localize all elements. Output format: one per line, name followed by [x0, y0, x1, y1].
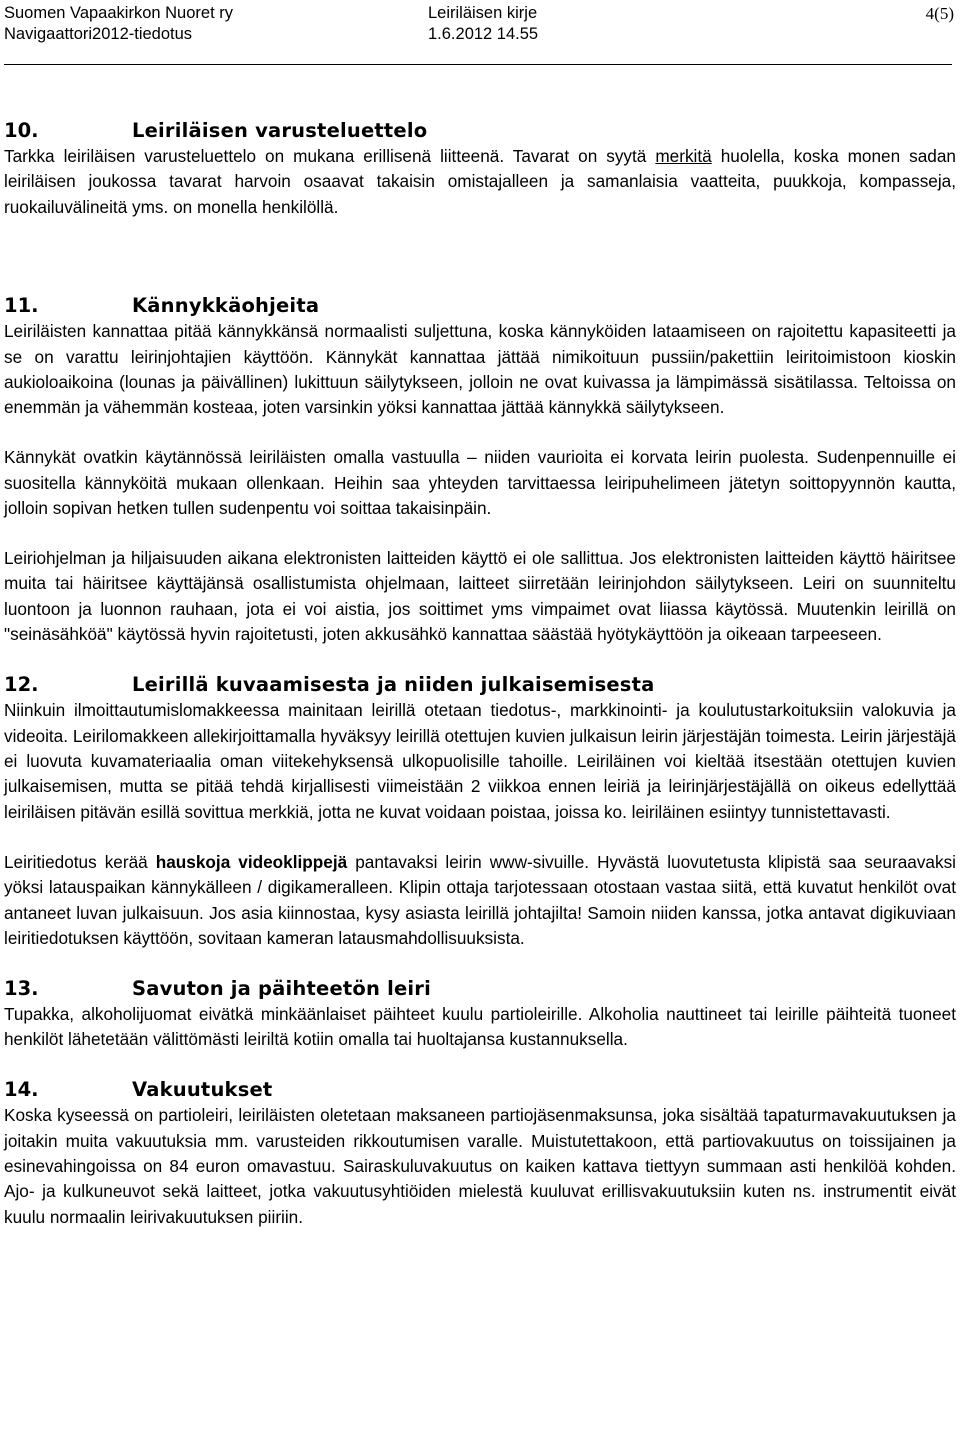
- section-11: [4, 293, 956, 647]
- section-number: 14.: [4, 1078, 39, 1102]
- header-row-1: [4, 3, 956, 24]
- section-title: Leiriläisen varusteluettelo: [132, 119, 428, 142]
- section-heading: [4, 672, 956, 698]
- document-body: [4, 118, 956, 1230]
- paragraph: Niinkuin ilmoittautumislomakkeessa mainitaan leirillä otetaan tiedotus-, markkinointi- ja koulutustarkoituksiin valokuvia ja videoita. Leirilomakkeen allekirjoittamalla hyväksyy leirillä otettujen kuvien julkaisun leirin järjestäjän toimesta. Leirin järjestäjä ei luovuta kuvamateriaalia oman viitekehyksensä ulkopuolisille tahoille. Leiriläinen voi kieltää itsestään otettujen kuvien julkaisemisen, mutta se pitää tehdä kirjallisesti viimeistään 2 viikkoa ennen leiriä ja leirinjärjestäjällä on oikeus edellyttää leiriläisen pitävän esillä sovittua merkkiä, jotta ne kuvat voidaan poistaa, joissa ko. leiriläinen esiintyy tunnistettavasti.: [4, 700, 956, 822]
- section-heading: [4, 118, 956, 144]
- document-page: [4, 0, 956, 45]
- section-title: Savuton ja päihteetön leiri: [132, 976, 431, 1000]
- paragraph: Leiritiedotus kerää hauskoja videoklippejä pantavaksi leirin www-sivuille. Hyvästä luovutetusta klipistä saa seuraavaksi yöksi latauspaikan kännykälleen / digikameralleen. Klipin ottaja tarjotessaan otostaan vastaa siitä, että kuvatut henkilöt ovat antaneet luvan julkaisuun. Jos asia kiinnostaa, kysy asiasta leirillä johtajilta! Samoin niiden kanssa, jotka antavat digikuviaan leiritiedotuksen käyttöön, sovitaan kameran latausmahdollisuuksista.: [4, 851, 956, 948]
- section-heading: [4, 976, 956, 1002]
- header-org: Suomen Vapaakirkon Nuoret ry: [4, 4, 233, 22]
- section-heading: [4, 293, 956, 319]
- section-12: [4, 672, 956, 951]
- underlined-word: merkitä: [655, 146, 712, 166]
- section-title: Vakuutukset: [132, 1078, 273, 1102]
- section-number: 10.: [4, 119, 39, 142]
- section-10: [4, 118, 956, 220]
- header-page-number: 4(5): [925, 4, 954, 23]
- header-rule: [4, 64, 952, 65]
- section-number: 11.: [4, 294, 39, 318]
- paragraph: Kännykät ovatkin käytännössä leiriläisten omalla vastuulla – niiden vaurioita ei korvata leirin puolesta. Sudenpennuille ei suositella kännyköitä mukaan ollenkaan. Heihin saa yhteyden tarvittaessa leiripuhelimeen jätetyn soittopyynnön kautta, jolloin sopivan hetken tullen sudenpentu voi soittaa takaisinpäin.: [4, 447, 956, 519]
- section-title: Leirillä kuvaamisesta ja niiden julkaisemisesta: [132, 673, 655, 697]
- paragraph: Leiriohjelman ja hiljaisuuden aikana elektronisten laitteiden käyttö ei ole sallittua. Jos elektronisten laitteiden käyttö häiritsee muita tai häiritsee käyttäjänsä osallistumista ohjelmaan, laitteet siirretään leirinjohdon säilytykseen. Leiri on suunniteltu luontoon ja luonnon rauhaan, jota ei voi aistia, jos soittimet yms vimpaimet ovat liiassa käytössä. Muutenkin leirillä on "seinäsähköä" käytössä hyvin rajoitetusti, joten akkusähkö kannattaa säästää hyötykäyttöön ja oikeaan tarpeeseen.: [4, 548, 956, 645]
- paragraph: Leiriläisten kannattaa pitää kännykkänsä normaalisti suljettuna, koska kännyköiden lataamiseen on rajoitettu kapasiteetti ja se on varattu leirinjohtajien käyttöön. Kännykät kannattaa jättää nimikoituun pussiin/pakettiin leiritoimistoon kioskin aukioloaikoina (lounas ja päivällinen) lukittuun säilytykseen, jolloin ne ovat kuivassa ja lämpimässä sisätilassa. Teltoissa on enemmän ja vähemmän kosteaa, joten varsinkin yöksi kannattaa jättää kännykkä säilytykseen.: [4, 321, 956, 418]
- section-13: [4, 976, 956, 1053]
- bold-phrase: hauskoja videoklippejä: [155, 851, 348, 872]
- section-number: 13.: [4, 976, 39, 1000]
- section-number: 12.: [4, 673, 39, 697]
- header-date: 1.6.2012 14.55: [428, 25, 539, 43]
- paragraph: Tupakka, alkoholijuomat eivätkä minkäänlaiset päihteet kuulu partioleirille. Alkoholia nauttineet tai leirille päihteitä tuoneet henkilöt lähetetään välittömästi leiriltä kotiin omalla tai huoltajansa kustannuksella.: [4, 1003, 956, 1050]
- header-doc-title: Leiriläisen kirje: [428, 4, 538, 22]
- section-14: [4, 1077, 956, 1230]
- section-title: Kännykkäohjeita: [132, 294, 320, 318]
- header-row-2: [4, 24, 956, 45]
- paragraph: Tarkka leiriläisen varusteluettelo on mukana erillisenä liitteenä. Tavarat on syytä merkitä huolella, koska monen sadan leiriläisen joukossa tavarat harvoin osaavat takaisin omistajalleen ja samanlaisia vaatteita, puukkoja, kompasseja, ruokailuvälineitä yms. on monella henkilöllä.: [4, 146, 956, 217]
- section-heading: [4, 1077, 956, 1103]
- paragraph: Koska kyseessä on partioleiri, leiriläisten oletetaan maksaneen partiojäsenmaksunsa, joka sisältää tapaturmavakuutuksen ja joitakin muita vakuutuksia mm. varusteiden rikkoutumisen varalle. Muistutettakoon, että partiovakuutus on toissijainen ja esinevahingoissa on 84 euron omavastuu. Sairaskuluvakuutus on kaiken kattava tiettyyn summaan asti henkilöä kohden. Ajo- ja kulkuneuvot sekä laitteet, jotka vakuutusyhtiöiden mielestä kuuluvat erillisvakuutuksiin kuten ns. instrumentit eivät kuulu normaalin leirivakuutuksen piiriin.: [4, 1105, 956, 1227]
- header-series: Navigaattori2012-tiedotus: [4, 25, 193, 43]
